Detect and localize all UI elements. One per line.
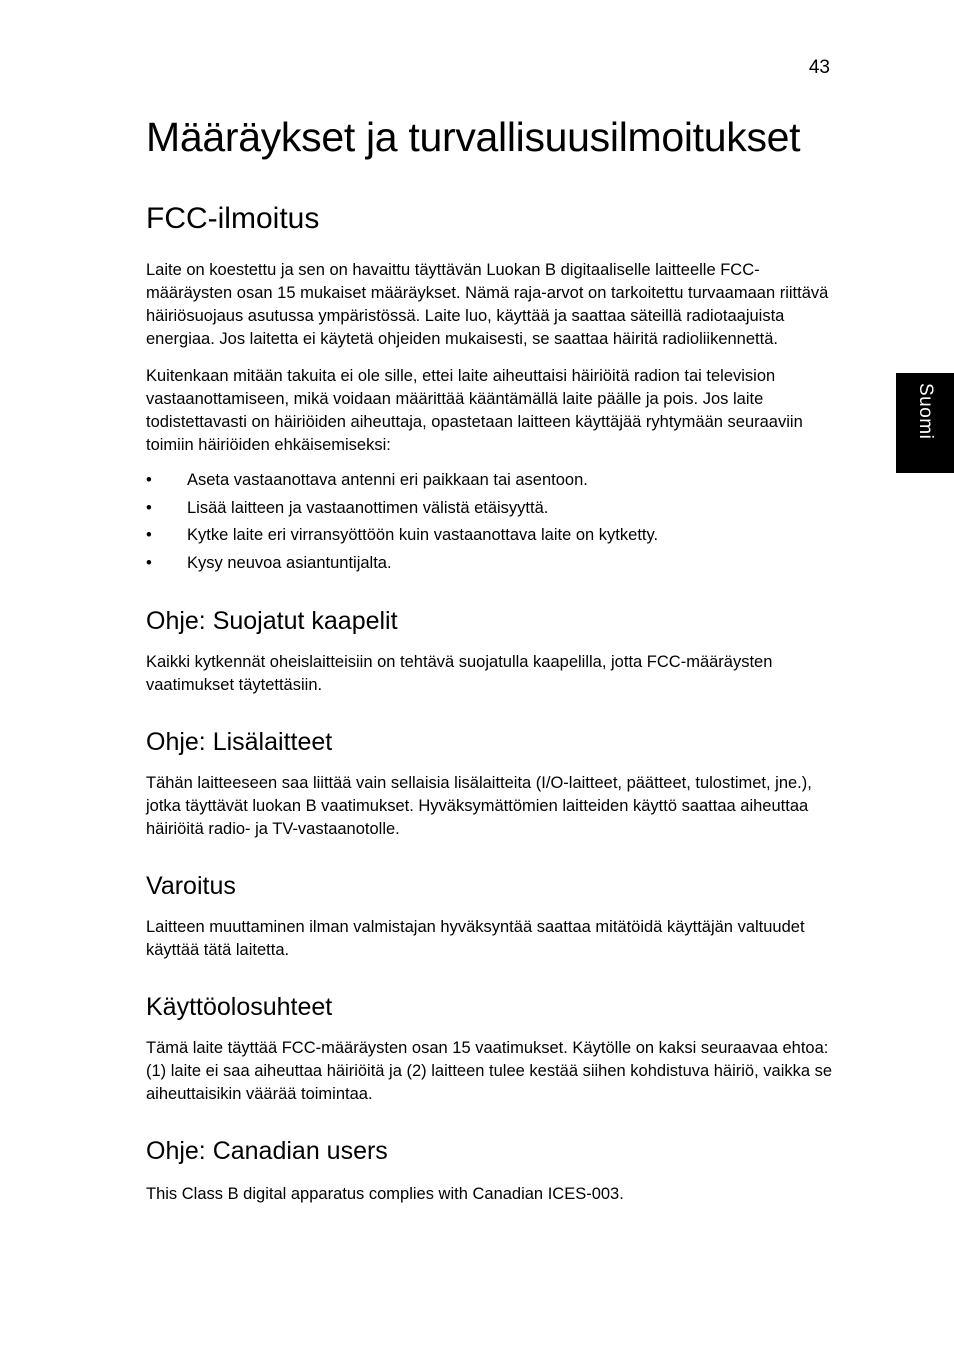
section-operating-conditions xyxy=(146,992,836,1106)
fcc-heading: FCC-ilmoitus xyxy=(146,202,320,235)
section-heading: Varoitus xyxy=(146,871,236,900)
language-tab xyxy=(896,373,954,473)
section-text: Tähän laitteeseen saa liittää vain sellaisia lisälaitteita (I/O-laitteet, päätteet, tulostimet, jne.), jotka täyttävät luokan B vaatimukset. Hyväksymättömien laitteiden käyttö saattaa aiheuttaa häiriöitä radio- ja TV-vastaanotolle. xyxy=(146,773,812,838)
section-heading: Ohje: Lisälaitteet xyxy=(146,727,333,756)
list-item-text: Lisää laitteen ja vastaanottimen välistä etäisyyttä. xyxy=(187,498,549,517)
list-item xyxy=(146,469,836,492)
language-tab-label: Suomi xyxy=(915,383,936,440)
bullet-mark: • xyxy=(146,553,152,572)
section-heading: Ohje: Suojatut kaapelit xyxy=(146,606,398,635)
list-item-text: Kytke laite eri virransyöttöön kuin vastaanottava laite on kytketty. xyxy=(187,526,659,544)
section-text: This Class B digital apparatus complies with Canadian ICES-003. xyxy=(146,1184,624,1203)
page-number: 43 xyxy=(808,57,830,78)
page-content xyxy=(146,112,836,1206)
bullet-mark: • xyxy=(146,471,152,489)
page-title: Määräykset ja turvallisuusilmoitukset xyxy=(146,114,801,160)
section-heading: Käyttöolosuhteet xyxy=(146,992,333,1021)
fcc-paragraph-2: Kuitenkaan mitään takuita ei ole sille, ettei laite aiheuttaisi häiriöitä radion tai television vastaanottamiseen, mikä voidaan määrittää kääntämällä laite päälle ja pois. Jos laite todistettavasti on häiriöiden aiheuttaja, opastetaan laitteen käyttäjää ryhtymään seuraaviin toimiin häiriöiden ehkäisemiseksi: xyxy=(146,367,803,454)
section-text: Tämä laite täyttää FCC-määräysten osan 15 vaatimukset. Käytölle on kaksi seuraavaa ehtoa: (1) laite ei saa aiheuttaa häiriöitä ja (2) laitteen tulee kestää siihen kohdistuva häiriö, vaikka se aiheuttaisikin väärää toimintaa. xyxy=(146,1038,833,1103)
section-text: Kaikki kytkennät oheislaitteisiin on tehtävä suojatulla kaapelilla, jotta FCC-määräysten vaatimukset täytettäsiin. xyxy=(146,652,773,694)
list-item xyxy=(146,497,836,520)
bullet-mark: • xyxy=(146,498,152,517)
section-shielded-cables xyxy=(146,606,836,697)
list-item xyxy=(146,552,836,575)
list-item-text: Aseta vastaanottava antenni eri paikkaan tai asentoon. xyxy=(187,471,588,489)
section-canadian-users xyxy=(146,1136,836,1206)
section-text: Laitteen muuttaminen ilman valmistajan hyväksyntää saattaa mitätöidä käyttäjän valtuudet käyttää tätä laitetta. xyxy=(146,917,805,959)
fcc-bullet-list xyxy=(146,469,836,575)
section-heading: Ohje: Canadian users xyxy=(146,1136,388,1165)
section-warning xyxy=(146,871,836,962)
fcc-paragraph-1: Laite on koestettu ja sen on havaittu täyttävän Luokan B digitaaliselle laitteelle FCC-määräysten osan 15 mukaiset määräykset. Nämä raja-arvot on tarkoitettu turvaamaan riittävä häiriösuojaus asutussa ympäristössä. Laite luo, käyttää ja saattaa säteillä radiotaajuista energiaa. Jos laitetta ei käytetä ohjeiden mukaisesti, se saattaa häiritä radioliikennettä. xyxy=(146,261,829,348)
list-item-text: Kysy neuvoa asiantuntijalta. xyxy=(187,553,392,572)
section-peripherals xyxy=(146,727,836,841)
bullet-mark: • xyxy=(146,526,152,544)
list-item xyxy=(146,524,836,547)
